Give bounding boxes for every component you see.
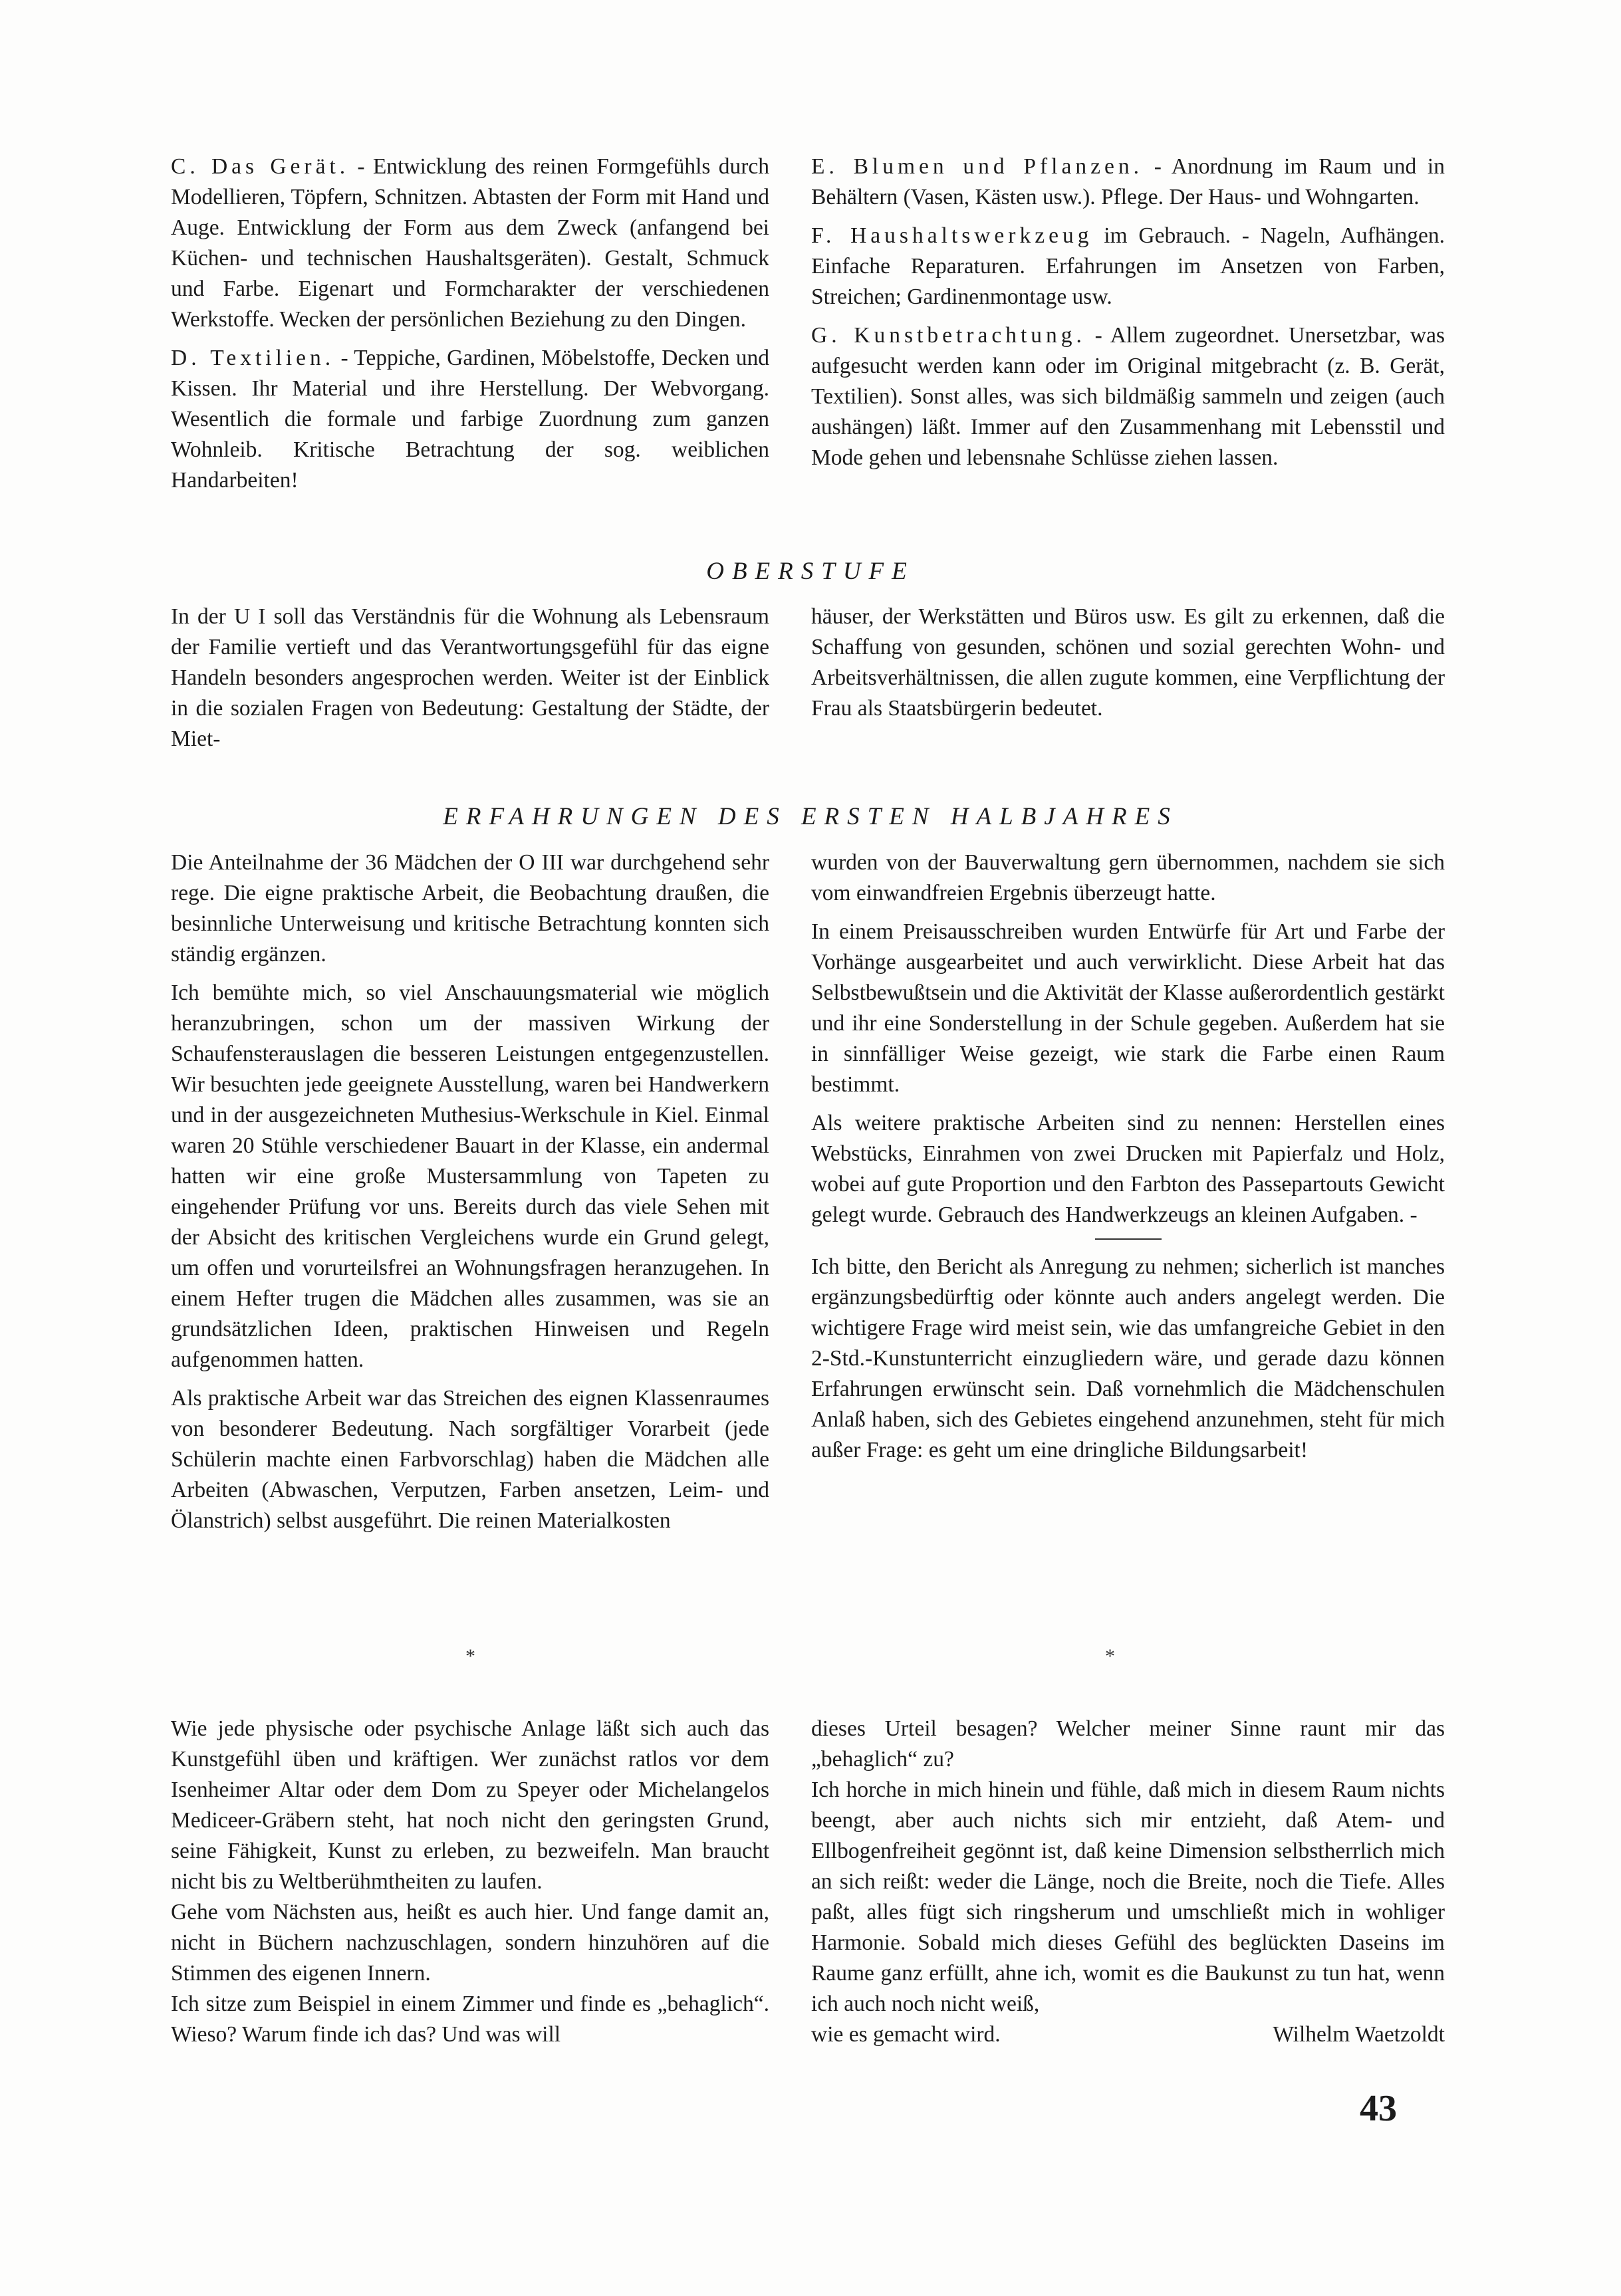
paragraph-erfahrungen-2: Ich bemühte mich, so viel Anschauungsmaterial wie möglich heranzubringen, schon um der massiven Wirkung der Schaufensterauslagen die besseren Leistungen entgegenzustellen. Wir besuchten jede geeignete Ausstellung, waren bei Handwerkern und in der ausgezeichneten Muthesius-Werkschule in Kiel. Einmal waren 20 Stühle verschiedener Bauart in der Klasse, ein andermal hatten wir eine große Mustersammlung von Tapeten zu eingehender Prüfung vor uns. Bereits durch das viele Sehen mit der Absicht des kritischen Vergleichens wurde ein Grund gelegt, um offen und vorurteilsfrei an Wohnungsfragen heranzugehen. In einem Hefter trugen die Mädchen alles zusammen, was sie an grundsätzlichen Ideen, praktischen Hinweisen und Regeln aufgenommen hatten. — [171, 980, 769, 1372]
section1-left-column — [171, 152, 769, 504]
paragraph-erfahrungen-6: Als weitere praktische Arbeiten sind zu nennen: Herstellen eines Webstücks, Einrahmen von zwei Drucken mit Papierfalz und Holz, wobei auf gute Proportion und den Farbton des Passepartouts Gewicht gelegt wurde. Gebrauch des Handwerkzeugs an kleinen Aufgaben. - — [811, 1111, 1445, 1227]
label-haushaltswerkzeug: F. Haushaltswerkzeug — [811, 223, 1093, 248]
paragraph-waetzoldt-2: Gehe vom Nächsten aus, heißt es auch hier. Und fange damit an, nicht in Büchern nachzuschlagen, sondern hinzuhören auf die Stimmen des eigenen Innern. — [171, 1900, 769, 1986]
waetzoldt-left-column — [171, 1714, 769, 2050]
oberstufe-right-column — [811, 602, 1445, 732]
section1-right-column — [811, 152, 1445, 481]
paragraph-oberstufe-left: In der U I soll das Verständnis für die Wohnung als Lebensraum der Familie vertieft und das Verantwortungsgefühl für das eigne Handeln besonders angesprochen werden. Weiter ist der Einblick in die sozialen Fragen von Bedeutung: Gestaltung der Städte, der Miet- — [171, 604, 769, 751]
paragraph-erfahrungen-5: In einem Preisausschreiben wurden Entwürfe für Art und Farbe der Vorhänge ausgearbeitet und auch verwirklicht. Diese Arbeit hat das Selbstbewußtsein und die Aktivität der Klasse außerordentlich gestärkt und ihr eine Sonderstellung in der Schule gegeben. Außerdem hat sie in sinnfälliger Weise gezeigt, wie stark die Farbe einen Raum bestimmt. — [811, 919, 1445, 1097]
label-blumen: E. Blumen und Pflanzen. — [811, 154, 1143, 179]
heading-oberstufe: OBERSTUFE — [706, 558, 915, 585]
heading-erfahrungen: ERFAHRUNGEN DES ERSTEN HALBJAHRES — [443, 803, 1178, 830]
waetzoldt-right-column — [811, 1714, 1445, 2050]
paragraph-kunstbetrachtung: G. Kunstbetrachtung. - Allem zugeordnet. Unersetzbar, was aufgesucht werden kann oder im Original mitgebracht (z. B. Gerät, Textilien). Sonst alles, was sich bildmäßig sammeln und zeigen (auch aushängen) läßt. Immer auf den Zusammenhang mit Lebensstil und Mode gehen und lebensnahe Schlüsse ziehen lassen. — [811, 323, 1445, 470]
oberstufe-left-column — [171, 602, 769, 762]
paragraph-erfahrungen-4: wurden von der Bauverwaltung gern übernommen, nachdem sie sich vom einwandfreien Ergebnis überzeugt hatte. — [811, 850, 1445, 905]
paragraph-waetzoldt-4: dieses Urteil besagen? Welcher meiner Sinne raunt mir das „behaglich“ zu? — [811, 1716, 1445, 1772]
asterisk-left: * — [465, 1645, 475, 1667]
asterisk-right: * — [1105, 1645, 1115, 1667]
paragraph-haushaltswerkzeug: F. Haushaltswerkzeug im Gebrauch. - Nageln, Aufhängen. Einfache Reparaturen. Erfahrungen im Ansetzen von Farben, Streichen; Gardinenmontage usw. — [811, 223, 1445, 309]
paragraph-oberstufe-right: häuser, der Werkstätten und Büros usw. Es gilt zu erkennen, daß die Schaffung von gesunden, schönen und sozial gerechten Wohn- und Arbeitsverhältnissen, die allen zugute kommen, eine Verpflichtung der Frau als Staatsbürgerin bedeutet. — [811, 604, 1445, 721]
signature-line — [811, 2019, 1445, 2050]
label-kunstbetrachtung: G. Kunstbetrachtung. — [811, 323, 1086, 348]
erfahrungen-left-column — [171, 848, 769, 1544]
paragraph-erfahrungen-7: Ich bitte, den Bericht als Anregung zu nehmen; sicherlich ist manches ergänzungsbedürftig oder könnte auch anders angelegt werden. Die wichtigere Frage wird meist sein, wie das umfangreiche Gebiet in den 2-Std.-Kunstunterricht einzugliedern wäre, und gerade dazu können Erfahrungen erwünscht sein. Daß vornehmlich die Mädchenschulen Anlaß haben, sich des Gebietes eingehend anzunehmen, steht für mich außer Frage: es geht um eine dringliche Bildungsarbeit! — [811, 1254, 1445, 1462]
paragraph-waetzoldt-5: Ich horche in mich hinein und fühle, daß mich in diesem Raum nichts beengt, aber auch nichts sich mir entzieht, daß Atem- und Ellbogenfreiheit gegönnt ist, daß keine Dimension selbstherrlich mich an sich reißt: weder die Länge, noch die Breite, noch die Tiefe. Alles paßt, alles fügt sich ringsherum und umschließt mich in wohliger Harmonie. Sobald mich dieses Gefühl des beglückten Daseins im Raume ganz erfüllt, ahne ich, womit es die Baukunst zu tun hat, wenn ich auch noch nicht weiß, — [811, 1778, 1445, 2016]
paragraph-geraet: C. Das Gerät. - Entwicklung des reinen Formgefühls durch Modellieren, Töpfern, Schnitzen. Abtasten der Form mit Hand und Auge. Entwicklung der Form aus dem Zweck (anfangend bei Küchen- und technischen Haushaltsgeräten). Gestalt, Schmuck und Farbe. Eigenart und Formcharakter der verschiedenen Werkstoffe. Wecken der persönlichen Beziehung zu den Dingen. — [171, 154, 769, 332]
paragraph-erfahrungen-1: Die Anteilnahme der 36 Mädchen der O III war durchgehend sehr rege. Die eigne praktische Arbeit, die Beobachtung draußen, die besinnliche Unterweisung und kritische Betrachtung konnten sich ständig ergänzen. — [171, 850, 769, 967]
erfahrungen-right-column — [811, 848, 1445, 1474]
paragraph-waetzoldt-3: Ich sitze zum Beispiel in einem Zimmer und finde es „behaglich“. Wieso? Warum finde ich das? Und was will — [171, 1992, 769, 2047]
paragraph-end-text: wie es gemacht wird. — [811, 2022, 1001, 2047]
divider-rule — [1095, 1238, 1162, 1240]
paragraph-blumen: E. Blumen und Pflanzen. - Anordnung im Raum und in Behältern (Vasen, Kästen usw.). Pflege. Der Haus- und Wohngarten. — [811, 154, 1445, 209]
label-textilien: D. Textilien. — [171, 346, 335, 370]
page-number: 43 — [1360, 2088, 1397, 2129]
label-geraet: C. Das Gerät. — [171, 154, 350, 179]
paragraph-waetzoldt-1: Wie jede physische oder psychische Anlage läßt sich auch das Kunstgefühl üben und kräftigen. Wer zunächst ratlos vor dem Isenheimer Altar oder dem Dom zu Speyer oder Michelangelos Mediceer-Gräbern steht, hat noch nicht den geringsten Grund, seine Fähigkeit, Kunst zu erleben, zu bezweifeln. Man braucht nicht bis zu Weltberühmtheiten zu laufen. — [171, 1716, 769, 1894]
author-name: Wilhelm Waetzoldt — [1273, 2022, 1445, 2047]
paragraph-textilien: D. Textilien. - Teppiche, Gardinen, Möbelstoffe, Decken und Kissen. Ihr Material und ihre Herstellung. Der Webvorgang. Wesentlich die formale und farbige Zuordnung zum ganzen Wohnleib. Kritische Betrachtung der sog. weiblichen Handarbeiten! — [171, 346, 769, 493]
paragraph-erfahrungen-3: Als praktische Arbeit war das Streichen des eignen Klassenraumes von besonderer Bedeutung. Nach sorgfältiger Vorarbeit (jede Schülerin machte einen Farbvorschlag) haben die Mädchen alle Arbeiten (Abwaschen, Verputzen, Farben ansetzen, Leim- und Ölanstrich) selbst ausgeführt. Die reinen Materialkosten — [171, 1386, 769, 1533]
